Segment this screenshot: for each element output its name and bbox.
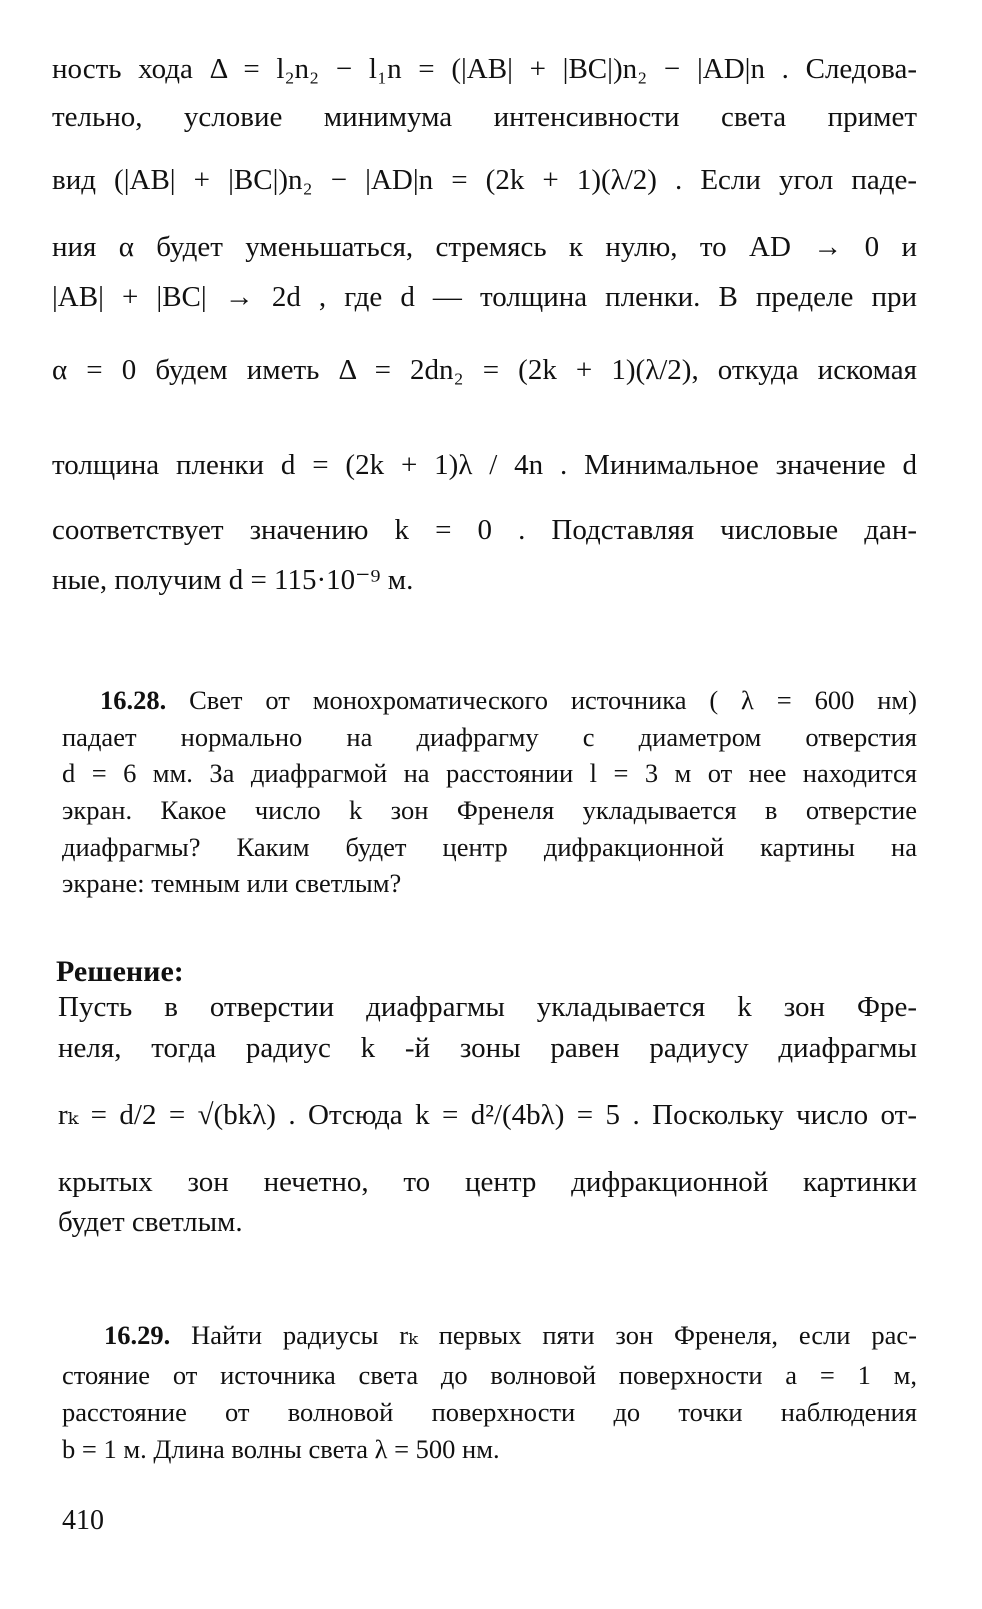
text-line: Свет от монохроматического источника ( λ = 600 нм): [189, 685, 917, 715]
text-line: будет светлым.: [58, 1206, 243, 1238]
text-line: вид (|AB| + |BC|)n₂ − |AD|n = (2k + 1)(λ/2) . Если угол паде-: [52, 164, 917, 196]
text-line: соответствует значению k = 0 . Подставляя числовые дан-: [52, 514, 917, 546]
text-line: крытых зон нечетно, то центр дифракционной картинки: [58, 1166, 917, 1198]
solution-heading: Решение:: [56, 955, 184, 988]
text-line: неля, тогда радиус k -й зоны равен радиусу диафрагмы: [58, 1032, 917, 1064]
text-line: b = 1 м. Длина волны света λ = 500 нм.: [62, 1434, 500, 1464]
text-line: экране: темным или светлым?: [62, 868, 402, 898]
text-line: стояние от источника света до волновой поверхности a = 1 м,: [62, 1360, 917, 1390]
problem-number: 16.29.: [104, 1320, 171, 1350]
text-line: rₖ = d/2 = √(bkλ) . Отсюда k = d²/(4bλ) = 5 . Поскольку число от-: [58, 1099, 917, 1131]
text-line: экран. Какое число k зон Френеля укладывается в отверстие: [62, 795, 917, 825]
text-line: ность хода Δ = l₂n₂ − l₁n = (|AB| + |BC|)n₂ − |AD|n . Следова-: [52, 53, 917, 85]
text-line: ния α будет уменьшаться, стремясь к нулю, то AD → 0 и: [52, 231, 917, 263]
text-line: расстояние от волновой поверхности до точки наблюдения: [62, 1397, 917, 1427]
text-line: тельно, условие минимума интенсивности света примет: [52, 101, 917, 133]
text-line: ные, получим d = 115·10⁻⁹ м.: [52, 564, 414, 596]
text-line: Пусть в отверстии диафрагмы укладывается k зон Фре-: [58, 991, 917, 1023]
text-line: диафрагмы? Каким будет центр дифракционной картины на: [62, 832, 917, 862]
problem-number: 16.28.: [100, 685, 167, 715]
text-line: толщина пленки d = (2k + 1)λ / 4n . Минимальное значение d: [52, 449, 917, 481]
page-number: 410: [62, 1505, 104, 1536]
problem-first-line: [100, 683, 917, 717]
text-line: Найти радиусы rₖ первых пяти зон Френеля, если рас-: [191, 1320, 917, 1350]
text-line: |AB| + |BC| → 2d , где d — толщина пленки. В пределе при: [52, 281, 917, 313]
text-line: α = 0 будем иметь Δ = 2dn₂ = (2k + 1)(λ/2), откуда искомая: [52, 354, 917, 386]
problem-first-line: [104, 1318, 917, 1352]
text-line: d = 6 мм. За диафрагмой на расстоянии l = 3 м от нее находится: [62, 758, 917, 788]
text-line: падает нормально на диафрагму с диаметром отверстия: [62, 722, 917, 752]
